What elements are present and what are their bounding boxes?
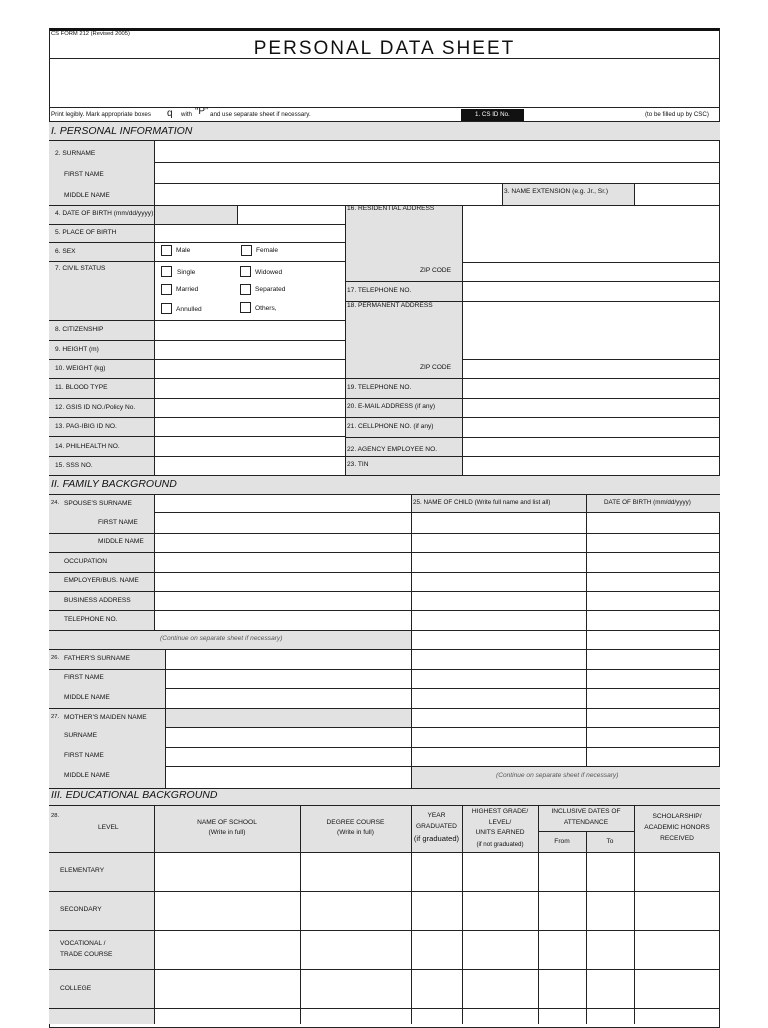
widowed-checkbox[interactable] bbox=[240, 266, 251, 277]
blood-type-input[interactable] bbox=[155, 379, 345, 398]
annulled-checkbox[interactable] bbox=[161, 303, 172, 314]
degree-header: DEGREE COURSE bbox=[326, 819, 385, 826]
telephone-17-input[interactable] bbox=[463, 282, 720, 301]
form-code: CS FORM 212 (Revised 2005) bbox=[51, 31, 130, 37]
permanent-zip-input[interactable] bbox=[463, 360, 720, 378]
separated-checkbox[interactable] bbox=[240, 284, 251, 295]
weight-input[interactable] bbox=[155, 360, 345, 378]
citizenship-input[interactable] bbox=[155, 321, 345, 340]
secondary-label: SECONDARY bbox=[60, 906, 102, 913]
mother-first-name-input[interactable] bbox=[166, 748, 411, 766]
gsis-input[interactable] bbox=[155, 399, 345, 417]
highest-grade-header: HIGHEST GRADE/ bbox=[471, 808, 529, 815]
from-header: From bbox=[554, 838, 570, 845]
philhealth-input[interactable] bbox=[155, 437, 345, 456]
vocational-label: VOCATIONAL / bbox=[60, 940, 106, 947]
others-checkbox[interactable] bbox=[240, 302, 251, 313]
surname-input[interactable] bbox=[155, 141, 720, 162]
cellphone-input[interactable] bbox=[463, 418, 720, 437]
honors-header: SCHOLARSHIP/ bbox=[652, 813, 702, 820]
married-checkbox[interactable] bbox=[161, 284, 172, 295]
spouse-middle-name-input[interactable] bbox=[155, 534, 411, 552]
father-surname-input[interactable] bbox=[166, 650, 411, 669]
height-input[interactable] bbox=[155, 341, 345, 359]
child-dob-header: DATE OF BIRTH (mm/dd/yyyy) bbox=[604, 499, 691, 506]
male-checkbox[interactable] bbox=[161, 245, 172, 256]
spouse-surname-input[interactable] bbox=[155, 495, 411, 512]
place-of-birth-input[interactable] bbox=[155, 225, 345, 242]
vocational-row-input[interactable] bbox=[155, 931, 720, 969]
section-family-background: II. FAMILY BACKGROUND bbox=[51, 478, 177, 490]
sss-input[interactable] bbox=[155, 457, 345, 475]
telephone-19-input[interactable] bbox=[463, 379, 720, 398]
spouse-employer-input[interactable] bbox=[155, 573, 411, 591]
year-graduated-header: YEAR bbox=[427, 812, 446, 819]
spouse-occupation-input[interactable] bbox=[155, 553, 411, 572]
single-checkbox[interactable] bbox=[161, 266, 172, 277]
college-label: COLLEGE bbox=[60, 985, 92, 992]
residential-address-input[interactable] bbox=[463, 206, 720, 262]
middle-name-input[interactable] bbox=[155, 184, 502, 205]
residential-zip-input[interactable] bbox=[463, 263, 720, 281]
child-name-input[interactable] bbox=[412, 513, 586, 768]
continue-note-spouse: (Continue on separate sheet if necessary) bbox=[160, 635, 283, 642]
email-input[interactable] bbox=[463, 399, 720, 417]
continue-note-children: (Continue on separate sheet if necessary) bbox=[496, 772, 619, 779]
spouse-first-name-input[interactable] bbox=[155, 513, 411, 533]
page-title: PERSONAL DATA SHEET bbox=[253, 38, 516, 59]
name-extension-input[interactable] bbox=[635, 184, 720, 205]
spouse-business-address-input[interactable] bbox=[155, 592, 411, 610]
school-header: NAME OF SCHOOL bbox=[197, 819, 257, 826]
agency-employee-no-input[interactable] bbox=[463, 438, 720, 456]
cs-id-note: (to be filled up by CSC) bbox=[645, 111, 709, 118]
child-dob-input[interactable] bbox=[587, 513, 720, 768]
father-middle-name-input[interactable] bbox=[166, 689, 411, 708]
father-first-name-input[interactable] bbox=[166, 670, 411, 688]
female-checkbox[interactable] bbox=[241, 245, 252, 256]
to-header: To bbox=[606, 838, 614, 845]
instructions-text: Print legibly. Mark appropriate boxes bbox=[51, 111, 151, 118]
child-name-header: 25. NAME OF CHILD (Write full name and list all) bbox=[413, 499, 551, 506]
section-educational-background: III. EDUCATIONAL BACKGROUND bbox=[51, 789, 218, 801]
elementary-label: ELEMENTARY bbox=[60, 867, 105, 874]
section-personal-info: I. PERSONAL INFORMATION bbox=[51, 125, 193, 137]
spouse-telephone-input[interactable] bbox=[155, 611, 411, 630]
first-name-input[interactable] bbox=[155, 163, 720, 183]
checkmark-glyph: “P” bbox=[195, 106, 209, 117]
mother-middle-name-input[interactable] bbox=[166, 767, 411, 788]
checkbox-glyph: q bbox=[167, 108, 173, 119]
inclusive-dates-header: INCLUSIVE DATES OF bbox=[551, 808, 621, 815]
tin-input[interactable] bbox=[463, 457, 720, 475]
college-row-input[interactable] bbox=[155, 970, 720, 1008]
secondary-row-input[interactable] bbox=[155, 892, 720, 930]
level-header: LEVEL bbox=[98, 824, 119, 831]
elementary-row-input[interactable] bbox=[155, 853, 720, 891]
permanent-address-input[interactable] bbox=[463, 302, 720, 359]
pagibig-input[interactable] bbox=[155, 418, 345, 436]
mother-surname-input[interactable] bbox=[166, 728, 411, 747]
date-of-birth-input[interactable] bbox=[238, 206, 345, 224]
